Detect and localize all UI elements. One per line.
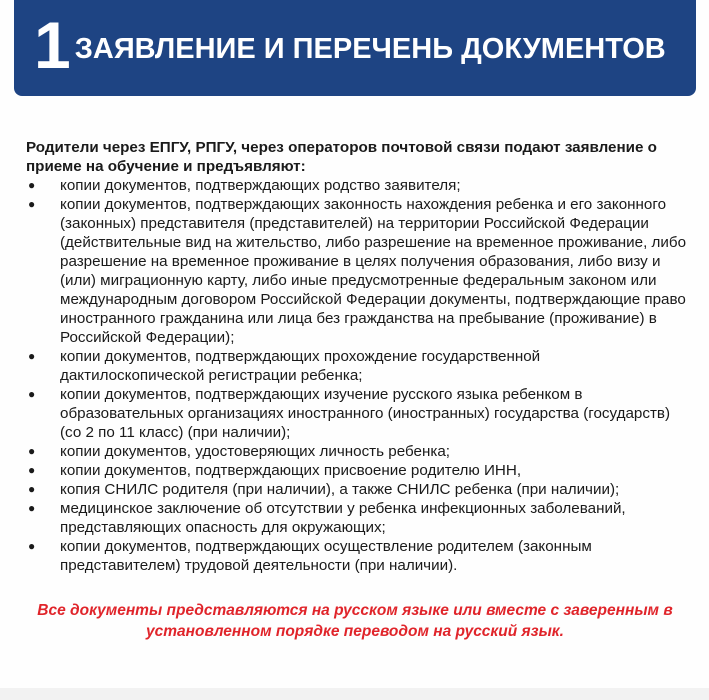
important-note: Все документы представляются на русском языке или вместе с заверенным в установленном порядке переводом на русский язык. <box>37 602 673 640</box>
list-item-text: копии документов, подтверждающих родство заявителя; <box>60 177 461 194</box>
documents-list <box>26 176 686 575</box>
list-item-text: копии документов, подтверждающих присвоение родителю ИНН, <box>60 462 522 479</box>
bullet-icon: ● <box>28 197 36 211</box>
list-item-text: копии документов, подтверждающих прохождение государственной дактилоскопической регистрации ребенка; <box>60 348 541 384</box>
list-item-text: копии документов, подтверждающих изучение русского языка ребенком в образовательных организациях иностранного (иностранных) государства (государств) (со 2 по 11 класс) (при наличии); <box>60 386 671 441</box>
list-item-text: копия СНИЛС родителя (при наличии), а также СНИЛС ребенка (при наличии); <box>60 481 620 498</box>
list-item <box>26 499 686 537</box>
list-item <box>26 176 686 195</box>
list-item-text: копии документов, подтверждающих законность нахождения ребенка и его законного (законных) представителя (представителей) на территории Российской Федерации (действительные вид на жительство, либо разрешение на временное проживание, либо разрешение на временное проживание в целях получения образования, либо визу и (или) миграционную карту, либо иные предусмотренные федеральным законом или международным договором Российской Федерации документы, подтверждающие право иностранного гражданина или лица без гражданства на пребывание (проживание) в Российской Федерации); <box>60 196 687 346</box>
bullet-icon: ● <box>28 444 36 458</box>
list-item-text: медицинское заключение об отсутствии у ребенка инфекционных заболеваний, представляющих опасность для окружающих; <box>60 500 626 536</box>
list-item <box>26 480 686 499</box>
section-number: 1 <box>34 8 71 82</box>
section-title: ЗАЯВЛЕНИЕ И ПЕРЕЧЕНЬ ДОКУМЕНТОВ <box>74 32 666 65</box>
list-item-text: копии документов, подтверждающих осуществление родителем (законным представителем) трудовой деятельности (при наличии). <box>60 538 592 574</box>
intro-paragraph: Родители через ЕПГУ, РПГУ, через операторов почтовой связи подают заявление о приеме на обучение и предъявляют: <box>26 139 657 175</box>
bottom-strip <box>0 688 709 700</box>
bullet-icon: ● <box>28 349 36 363</box>
list-item <box>26 385 686 442</box>
bullet-icon: ● <box>28 539 36 553</box>
bullet-icon: ● <box>28 463 36 477</box>
list-item <box>26 461 686 480</box>
header-banner <box>14 0 696 96</box>
list-item-text: копии документов, удостоверяющих личность ребенка; <box>60 443 450 460</box>
bullet-icon: ● <box>28 178 36 192</box>
bullet-icon: ● <box>28 501 36 515</box>
document-body <box>26 138 686 575</box>
list-item <box>26 537 686 575</box>
list-item <box>26 195 686 347</box>
list-item <box>26 442 686 461</box>
bullet-icon: ● <box>28 482 36 496</box>
bullet-icon: ● <box>28 387 36 401</box>
list-item <box>26 347 686 385</box>
